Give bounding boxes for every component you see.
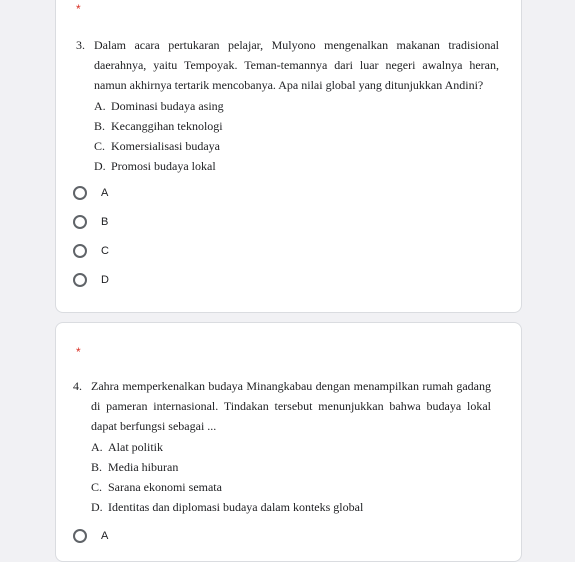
radio-option-a[interactable] <box>73 183 108 203</box>
radio-label: C <box>101 245 109 257</box>
radio-label: D <box>101 274 109 286</box>
radio-circle-icon[interactable] <box>73 215 87 229</box>
choice-letter: A. <box>94 99 106 113</box>
choice-a <box>91 440 163 455</box>
choice-text: Media hiburan <box>108 460 179 474</box>
question-number: 3. <box>76 38 85 52</box>
question-body: Dalam acara pertukaran pelajar, Mulyono mengenalkan makanan tradisional daerahnya, yaitu Tempoyak. Teman-temannya dari luar negeri awalnya heran, namun akhirnya tertarik mencobanya. Apa nilai global yang ditunjukkan Andini? <box>94 38 499 92</box>
required-asterisk: * <box>76 2 81 16</box>
radio-circle-icon[interactable] <box>73 273 87 287</box>
radio-circle-icon[interactable] <box>73 186 87 200</box>
choice-text: Sarana ekonomi semata <box>108 480 222 494</box>
question-body: Zahra memperkenalkan budaya Minangkabau dengan menampilkan rumah gadang di pameran internasional. Tindakan tersebut menunjukkan bahwa budaya lokal dapat berfungsi sebagai ... <box>91 379 491 433</box>
choice-letter: B. <box>91 460 103 474</box>
required-asterisk: * <box>76 345 81 359</box>
choice-text: Promosi budaya lokal <box>111 159 216 173</box>
question-card-3 <box>55 0 522 313</box>
choice-a <box>94 99 224 114</box>
choice-d <box>91 500 363 515</box>
choice-letter: D. <box>91 500 103 514</box>
choice-text: Kecanggihan teknologi <box>111 119 223 133</box>
radio-label: B <box>101 216 109 228</box>
question-text-4 <box>73 376 491 436</box>
choice-b <box>91 460 178 475</box>
radio-option-c[interactable] <box>73 241 109 261</box>
choice-text: Alat politik <box>108 440 163 454</box>
radio-circle-icon[interactable] <box>73 529 87 543</box>
choice-c <box>91 480 222 495</box>
question-text-3 <box>76 35 499 95</box>
choice-d <box>94 159 216 174</box>
radio-label: A <box>101 530 109 542</box>
radio-option-b[interactable] <box>73 212 108 232</box>
choice-letter: C. <box>91 480 103 494</box>
choice-letter: B. <box>94 119 106 133</box>
choice-b <box>94 119 223 134</box>
radio-option-d[interactable] <box>73 270 109 290</box>
radio-label: A <box>101 187 109 199</box>
choice-text: Dominasi budaya asing <box>111 99 224 113</box>
question-number: 4. <box>73 379 82 393</box>
choice-text: Identitas dan diplomasi budaya dalam konteks global <box>108 500 364 514</box>
choice-text: Komersialisasi budaya <box>111 139 220 153</box>
radio-option-a[interactable] <box>73 526 108 546</box>
choice-letter: A. <box>91 440 103 454</box>
choice-letter: C. <box>94 139 106 153</box>
radio-circle-icon[interactable] <box>73 244 87 258</box>
question-card-4 <box>55 322 522 562</box>
choice-letter: D. <box>94 159 106 173</box>
choice-c <box>94 139 220 154</box>
